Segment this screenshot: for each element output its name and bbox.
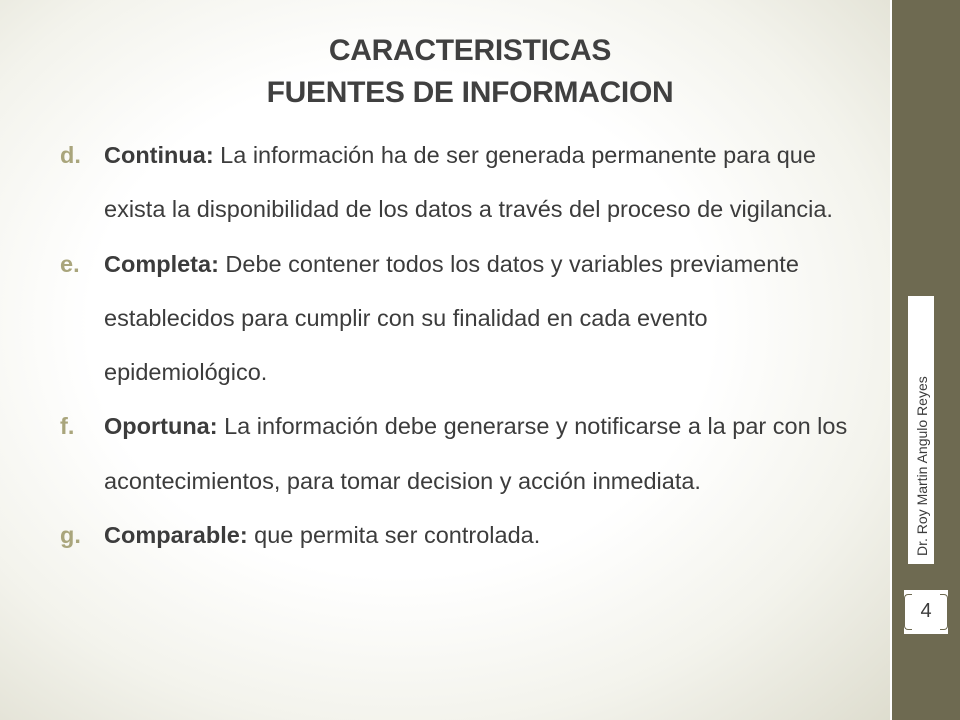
slide-title: [230, 30, 710, 114]
title-line-1: CARACTERISTICAS: [328, 34, 612, 67]
list-text: que permita ser controlada.: [247, 522, 541, 549]
list-term: Comparable:: [104, 522, 248, 549]
title-line-2: FUENTES DE INFORMACION: [266, 76, 674, 109]
characteristics-list: [60, 128, 870, 562]
page-number: 4: [920, 600, 932, 622]
list-term: Completa:: [104, 250, 219, 277]
sidebar-divider: [890, 0, 892, 720]
list-item-continua: [60, 128, 870, 237]
list-text: La información debe generarse y notificarse a la par con los acontecimientos, para tomar decision y acción inmediata.: [104, 413, 848, 494]
list-text: La información ha de ser generada permanente para que exista la disponibilidad de los datos a través del proceso de vigilancia.: [104, 142, 833, 223]
list-item-comparable: [60, 508, 870, 562]
list-marker: g.: [60, 522, 81, 549]
list-item-oportuna: [60, 399, 870, 508]
footer-author: Dr. Roy Martin Angulo Reyes: [912, 300, 932, 560]
list-marker: f.: [60, 413, 75, 440]
list-term: Continua:: [104, 142, 214, 168]
list-text: Debe contener todos los datos y variables previamente establecidos para cumplir con su finalidad en cada evento epidemiológico.: [104, 250, 799, 386]
list-item-completa: [60, 237, 870, 400]
list-marker: e.: [60, 250, 80, 277]
list-marker: d.: [60, 142, 81, 168]
list-term: Oportuna:: [104, 413, 218, 440]
